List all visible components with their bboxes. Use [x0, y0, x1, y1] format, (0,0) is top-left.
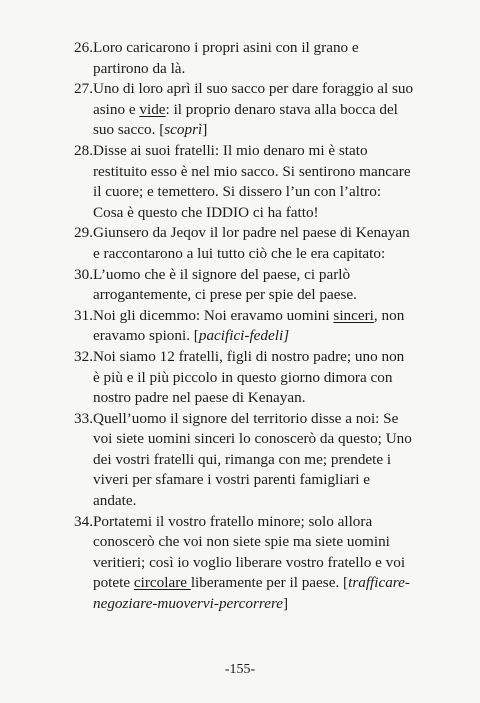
verse-text — [93, 347, 414, 409]
page-number: -155- — [224, 662, 256, 677]
verse-text-segment: Giunsero da Jeqov il lor padre nel paese di Kenayan e raccontarono a lui tutto ciò che le era capitato: — [92, 224, 410, 262]
verse-item — [74, 38, 414, 79]
verse-text-segment: Quell’uomo il signore del territorio disse a noi: Se voi siete uomini sinceri lo conoscerò da questo; Uno dei vostri fratelli qui, rimanga con me; prendete i viveri per sfamare i vostri parenti famigliari e andate. — [92, 409, 412, 510]
verse-number: 26. — [74, 39, 93, 56]
verse-number: 29. — [74, 224, 93, 242]
verse-number: 27. — [74, 80, 93, 98]
verse-text-segment: Noi gli dicemmo: Noi eravamo uomini — [92, 306, 334, 324]
translation-note: pacifici-fedeli] — [198, 327, 290, 345]
verse-text-segment: Uno di loro aprì il suo sacco per dare foraggio al suo asino e — [92, 80, 414, 118]
verse-text — [93, 409, 414, 512]
verse-item — [74, 409, 414, 512]
verse-item — [74, 223, 414, 264]
verse-number: 34. — [74, 512, 93, 530]
verse-text — [93, 38, 414, 79]
verse-text-segment: ] — [283, 595, 289, 613]
verse-text-segment: Noi siamo 12 fratelli, figli di nostro padre; uno non è più e il più piccolo in questo giorno dimora con nostro padre nel paese di Kenayan. — [92, 347, 405, 407]
verse-text — [93, 141, 414, 223]
verse-number: 31. — [74, 306, 93, 324]
verse-item — [74, 306, 414, 347]
verse-text-segment: , non eravamo spioni. [ — [92, 306, 405, 345]
verse-item — [74, 141, 414, 223]
verse-text — [93, 79, 414, 141]
verse-number: 32. — [74, 347, 93, 365]
translation-note: trafficare-negoziare-muovervi-percorrere — [92, 574, 410, 613]
verse-item — [74, 512, 414, 615]
underlined-word: vide — [139, 100, 166, 118]
translation-note: scoprì — [164, 121, 203, 139]
verse-text-segment: Disse ai suoi fratelli: Il mio denaro mi è stato restituito esso è nel mio sacco. Si sentirono mancare il cuore; e temettero. Si dissero l’un con l’altro: Cosa è questo che IDDIO ci ha fatto! — [92, 141, 411, 221]
verse-text-segment: Portatemi il vostro fratello minore; solo allora conoscerò che voi non siete spie ma siete uomini veritieri; così io voglio liberare vostro fratello e voi potete — [92, 512, 406, 592]
verse-number: 28. — [74, 141, 93, 159]
underlined-word: circolare — [133, 574, 191, 592]
verse-text-segment: Loro caricarono i propri asini con il grano e partirono da là. — [92, 39, 359, 77]
verse-text — [93, 223, 414, 264]
verse-item — [74, 265, 414, 306]
verse-item — [74, 347, 414, 409]
verse-list — [74, 38, 414, 615]
verse-item — [74, 79, 414, 141]
verse-text-segment: liberamente per il paese. [ — [190, 574, 349, 592]
verse-text-segment: L’uomo che è il signore del paese, ci parlò arrogantemente, ci prese per spie del paese. — [92, 265, 357, 304]
verse-number: 30. — [74, 265, 93, 283]
verse-number: 33. — [74, 409, 93, 427]
verse-text-segment: : il proprio denaro stava alla bocca del suo sacco. [ — [92, 100, 398, 139]
verse-text — [93, 265, 414, 306]
verse-text-segment: ] — [202, 121, 208, 139]
verse-text — [93, 512, 414, 615]
underlined-word: sinceri — [333, 306, 374, 324]
verse-text — [93, 306, 414, 347]
